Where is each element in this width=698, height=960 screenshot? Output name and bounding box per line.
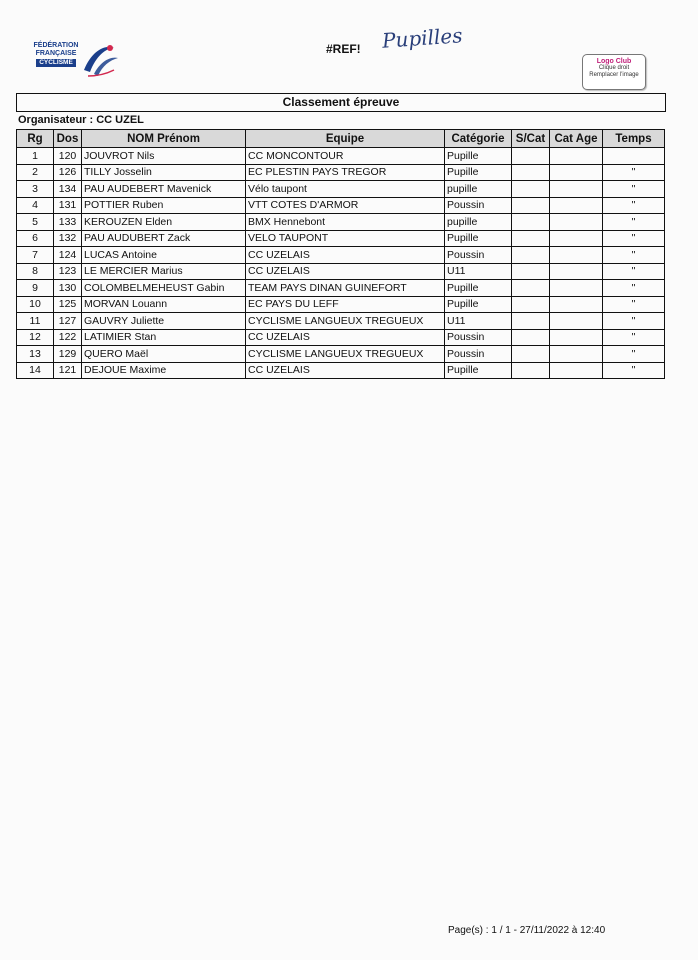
cell-dos: 126 <box>54 164 82 181</box>
cell-scat <box>512 148 550 165</box>
table-row <box>17 313 665 330</box>
cell-dos: 122 <box>54 329 82 346</box>
col-header-categorie: Catégorie <box>445 130 512 148</box>
cell-temps: " <box>603 313 665 330</box>
cell-catage <box>550 230 603 247</box>
cell-temps: " <box>603 247 665 264</box>
handwritten-note: Pupilles <box>381 23 464 53</box>
cell-dos: 133 <box>54 214 82 231</box>
cell-temps: " <box>603 280 665 297</box>
col-header-equipe: Equipe <box>246 130 445 148</box>
cell-rg: 6 <box>17 230 54 247</box>
logo-club-line-2: Remplacer l'image <box>589 72 639 78</box>
cell-catage <box>550 296 603 313</box>
cell-dos: 131 <box>54 197 82 214</box>
cell-categorie: pupille <box>445 214 512 231</box>
cell-equipe: CC UZELAIS <box>246 263 445 280</box>
cell-catage <box>550 181 603 198</box>
cell-nom: MORVAN Louann <box>82 296 246 313</box>
cell-catage <box>550 247 603 264</box>
cell-scat <box>512 230 550 247</box>
table-row <box>17 296 665 313</box>
cell-catage <box>550 148 603 165</box>
results-body <box>17 148 665 379</box>
page-footer: Page(s) : 1 / 1 - 27/11/2022 à 12:40 <box>448 925 606 936</box>
cell-equipe: TEAM PAYS DINAN GUINEFORT <box>246 280 445 297</box>
cell-dos: 123 <box>54 263 82 280</box>
table-row <box>17 230 665 247</box>
table-row <box>17 181 665 198</box>
cell-categorie: Pupille <box>445 362 512 379</box>
cycling-swoosh-icon <box>80 40 120 80</box>
cell-rg: 14 <box>17 362 54 379</box>
cell-nom: JOUVROT Nils <box>82 148 246 165</box>
col-header-rg: Rg <box>17 130 54 148</box>
cell-catage <box>550 280 603 297</box>
table-row <box>17 329 665 346</box>
cell-equipe: BMX Hennebont <box>246 214 445 231</box>
cell-equipe: CC UZELAIS <box>246 329 445 346</box>
cell-nom: KEROUZEN Elden <box>82 214 246 231</box>
cell-categorie: Poussin <box>445 329 512 346</box>
logo-club-placeholder <box>582 54 646 90</box>
table-row <box>17 148 665 165</box>
cell-categorie: Poussin <box>445 197 512 214</box>
cell-nom: PAU AUDUBERT Zack <box>82 230 246 247</box>
cell-temps: " <box>603 362 665 379</box>
federation-line-2: FRANÇAISE <box>35 50 77 57</box>
cell-nom: PAU AUDEBERT Mavenick <box>82 181 246 198</box>
cell-catage <box>550 164 603 181</box>
cell-dos: 127 <box>54 313 82 330</box>
cell-categorie: Pupille <box>445 164 512 181</box>
table-row <box>17 362 665 379</box>
col-header-catage: Cat Age <box>550 130 603 148</box>
cell-temps: " <box>603 346 665 363</box>
cell-rg: 13 <box>17 346 54 363</box>
cell-rg: 1 <box>17 148 54 165</box>
logo-club-line-1: Clique droit <box>598 65 630 71</box>
logo-club-title: Logo Club <box>596 58 632 65</box>
cell-categorie: pupille <box>445 181 512 198</box>
cell-temps: " <box>603 230 665 247</box>
table-row <box>17 197 665 214</box>
organisateur-label: Organisateur : CC UZEL <box>18 114 144 126</box>
cell-scat <box>512 346 550 363</box>
federation-cyclisme: CYCLISME <box>36 59 76 67</box>
cell-temps: " <box>603 197 665 214</box>
cell-dos: 125 <box>54 296 82 313</box>
cell-rg: 3 <box>17 181 54 198</box>
cell-dos: 120 <box>54 148 82 165</box>
table-row <box>17 247 665 264</box>
cell-scat <box>512 329 550 346</box>
cell-nom: LUCAS Antoine <box>82 247 246 264</box>
cell-equipe: EC PLESTIN PAYS TREGOR <box>246 164 445 181</box>
cell-scat <box>512 181 550 198</box>
cell-catage <box>550 329 603 346</box>
cell-nom: POTTIER Ruben <box>82 197 246 214</box>
cell-nom: DEJOUE Maxime <box>82 362 246 379</box>
cell-categorie: Poussin <box>445 247 512 264</box>
cell-categorie: U11 <box>445 263 512 280</box>
report-title: Classement épreuve <box>16 93 666 112</box>
cell-rg: 12 <box>17 329 54 346</box>
cell-equipe: CC UZELAIS <box>246 362 445 379</box>
cell-temps: " <box>603 214 665 231</box>
cell-categorie: Pupille <box>445 230 512 247</box>
cell-rg: 2 <box>17 164 54 181</box>
cell-catage <box>550 346 603 363</box>
cell-rg: 4 <box>17 197 54 214</box>
cell-scat <box>512 362 550 379</box>
federation-logo-text <box>25 42 87 67</box>
cell-scat <box>512 247 550 264</box>
cell-scat <box>512 296 550 313</box>
cell-equipe: EC PAYS DU LEFF <box>246 296 445 313</box>
ref-error-label: #REF! <box>326 42 361 56</box>
table-row <box>17 346 665 363</box>
cell-nom: QUERO Maël <box>82 346 246 363</box>
cell-dos: 124 <box>54 247 82 264</box>
cell-nom: GAUVRY Juliette <box>82 313 246 330</box>
cell-dos: 121 <box>54 362 82 379</box>
col-header-dos: Dos <box>54 130 82 148</box>
cell-scat <box>512 280 550 297</box>
cell-catage <box>550 362 603 379</box>
table-row <box>17 214 665 231</box>
cell-scat <box>512 263 550 280</box>
cell-temps: " <box>603 164 665 181</box>
cell-rg: 10 <box>17 296 54 313</box>
cell-categorie: Pupille <box>445 148 512 165</box>
cell-scat <box>512 197 550 214</box>
cell-dos: 130 <box>54 280 82 297</box>
cell-scat <box>512 214 550 231</box>
cell-equipe: VELO TAUPONT <box>246 230 445 247</box>
cell-rg: 8 <box>17 263 54 280</box>
cell-dos: 132 <box>54 230 82 247</box>
cell-nom: TILLY Josselin <box>82 164 246 181</box>
cell-nom: COLOMBELMEHEUST Gabin <box>82 280 246 297</box>
cell-scat <box>512 313 550 330</box>
cell-dos: 134 <box>54 181 82 198</box>
cell-catage <box>550 214 603 231</box>
cell-temps: " <box>603 181 665 198</box>
federation-logo <box>25 40 119 80</box>
cell-nom: LE MERCIER Marius <box>82 263 246 280</box>
cell-temps <box>603 148 665 165</box>
federation-line-1: FÉDÉRATION <box>33 42 79 49</box>
col-header-nom: NOM Prénom <box>82 130 246 148</box>
table-header-row <box>17 130 665 148</box>
cell-nom: LATIMIER Stan <box>82 329 246 346</box>
cell-equipe: CYCLISME LANGUEUX TREGUEUX <box>246 313 445 330</box>
table-row <box>17 280 665 297</box>
table-row <box>17 164 665 181</box>
results-table <box>16 129 665 379</box>
cell-temps: " <box>603 329 665 346</box>
cell-temps: " <box>603 263 665 280</box>
cell-rg: 11 <box>17 313 54 330</box>
cell-equipe: CC UZELAIS <box>246 247 445 264</box>
cell-equipe: CC MONCONTOUR <box>246 148 445 165</box>
cell-catage <box>550 263 603 280</box>
table-row <box>17 263 665 280</box>
col-header-temps: Temps <box>603 130 665 148</box>
cell-categorie: U11 <box>445 313 512 330</box>
cell-categorie: Pupille <box>445 296 512 313</box>
cell-rg: 9 <box>17 280 54 297</box>
cell-categorie: Pupille <box>445 280 512 297</box>
cell-scat <box>512 164 550 181</box>
cell-rg: 5 <box>17 214 54 231</box>
cell-dos: 129 <box>54 346 82 363</box>
cell-categorie: Poussin <box>445 346 512 363</box>
cell-catage <box>550 197 603 214</box>
cell-equipe: VTT COTES D'ARMOR <box>246 197 445 214</box>
cell-temps: " <box>603 296 665 313</box>
cell-equipe: Vélo taupont <box>246 181 445 198</box>
cell-rg: 7 <box>17 247 54 264</box>
col-header-scat: S/Cat <box>512 130 550 148</box>
cell-equipe: CYCLISME LANGUEUX TREGUEUX <box>246 346 445 363</box>
cell-catage <box>550 313 603 330</box>
